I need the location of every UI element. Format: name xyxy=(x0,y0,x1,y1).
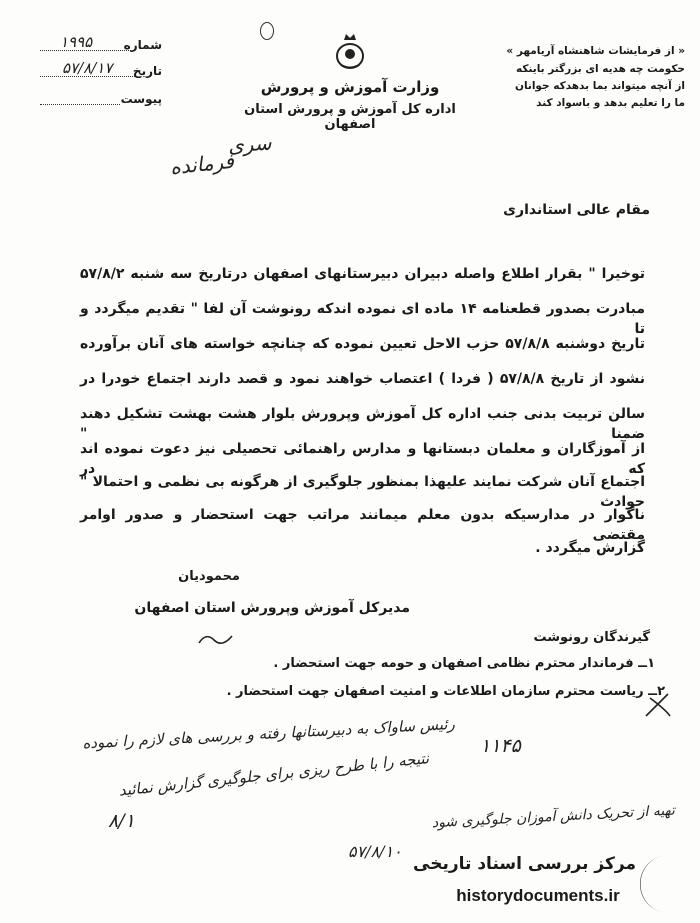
handwritten-recipient: فرمانده xyxy=(168,148,236,180)
body-line-6: از آموزگاران و معلمان دبستانها و مدارس راهنمائی تحصیلی نیز دعوت نموده اند که در xyxy=(80,441,645,477)
department-title: اداره کل آموزش و پرورش استان اصفهان xyxy=(244,102,456,132)
archive-website: historydocuments.ir xyxy=(456,886,620,905)
body-line-4: نشود از تاریخ ۵۷/۸/۸ ( فردا ) اعتصاب خواهند نمود و قصد دارند اجتماع خودرا در xyxy=(80,371,645,387)
attachment-dots xyxy=(40,104,120,105)
archive-logo xyxy=(413,848,695,920)
body-line-2: مبادرت بصدور قطعنامه ۱۴ ماده ای نموده اندکه رونوشت آن لفا " تقدیم میگردد و تا xyxy=(80,301,646,337)
number-label: شماره xyxy=(123,38,162,52)
note-line-1: رئیس ساواک به دبیرستانها رفته و بررسی های لازم را نموده xyxy=(81,714,456,753)
emblem-icon xyxy=(333,32,367,72)
body-line-9: گزارش میگردد . xyxy=(535,540,645,556)
body-line-5: سالن تربیت بدنی جنب اداره کل آموزش وپرورش بلوار هشت بهشت تشکیل دهند ضمنا " xyxy=(80,406,645,442)
signature-scribble xyxy=(196,628,236,650)
circle-mark xyxy=(260,22,274,40)
note-line-3: تهیه از تحریک دانش آموزان جلوگیری شود xyxy=(431,802,676,832)
margin-mark xyxy=(640,688,674,722)
slogan-line-3: از آنچه میتواند بما بدهدکه جوانان xyxy=(514,80,685,92)
cc-item-1: ۱ــ فرماندار محترم نظامی اصفهان و حومه جهت استحضار . xyxy=(273,656,655,671)
note-line-2: نتیجه را با طرح ریزی برای جلوگیری گزارش نمائید xyxy=(117,749,430,800)
date-label: تاریخ xyxy=(132,64,162,78)
cc-heading: گیرندگان رونوشت xyxy=(533,630,650,645)
slogan-line-1: « از فرمایشات شاهنشاه آریامهر » xyxy=(506,45,685,57)
archive-org-name: مرکز بررسی اسناد تاریخی xyxy=(413,854,636,874)
attachment-label: پیوست xyxy=(120,92,162,106)
note-date: ۵۷/۸/۱۰ xyxy=(348,842,402,861)
body-line-8: ناگوار در مدارسیکه بدون معلم میمانند مراتب جهت استحضار و صدور اوامر مقتضی xyxy=(80,507,645,543)
handwritten-top-note: سری xyxy=(227,130,273,158)
body-line-3: تاریخ دوشنبه ۵۷/۸/۸ حزب الاحل تعیین نموده که چنانچه خواسته های آنان برآورده xyxy=(80,336,645,352)
salutation: مقام عالی استانداری xyxy=(503,202,650,218)
slogan-line-2: حکومت چه هدیه ای بزرگتر باینکه xyxy=(516,63,685,75)
archive-logo-icon xyxy=(640,854,692,914)
slogan-line-4: ما را تعلیم بدهد و باسواد کند xyxy=(536,97,685,109)
body-line-7: اجتماع آنان شرکت نمایند علیهذا بمنظور جلوگیری از هرگونه بی نظمی و احتمالا " حوادث xyxy=(80,474,645,510)
date-handwritten: ۵۷/۸/۱۷ xyxy=(62,59,113,77)
signer-name: محمودیان xyxy=(178,569,240,584)
handwritten-number: ۱۱۴۵ xyxy=(480,735,521,757)
body-line-1: توخیرا " بقرار اطلاع واصله دبیران دبیرستانهای اصفهان درتاریخ سه شنبه ۵۷/۸/۲ xyxy=(80,266,645,282)
handwritten-mark: ۸/۱ xyxy=(108,810,135,832)
cc-item-2: ۲ــ ریاست محترم سازمان اطلاعات و امنیت اصفهان جهت استحضار . xyxy=(226,684,665,699)
ministry-title: وزارت آموزش و پرورش xyxy=(260,78,440,96)
number-handwritten: ۱۹۹۵ xyxy=(60,33,93,51)
signer-title: مدیرکل آموزش وپرورش استان اصفهان xyxy=(134,600,410,616)
